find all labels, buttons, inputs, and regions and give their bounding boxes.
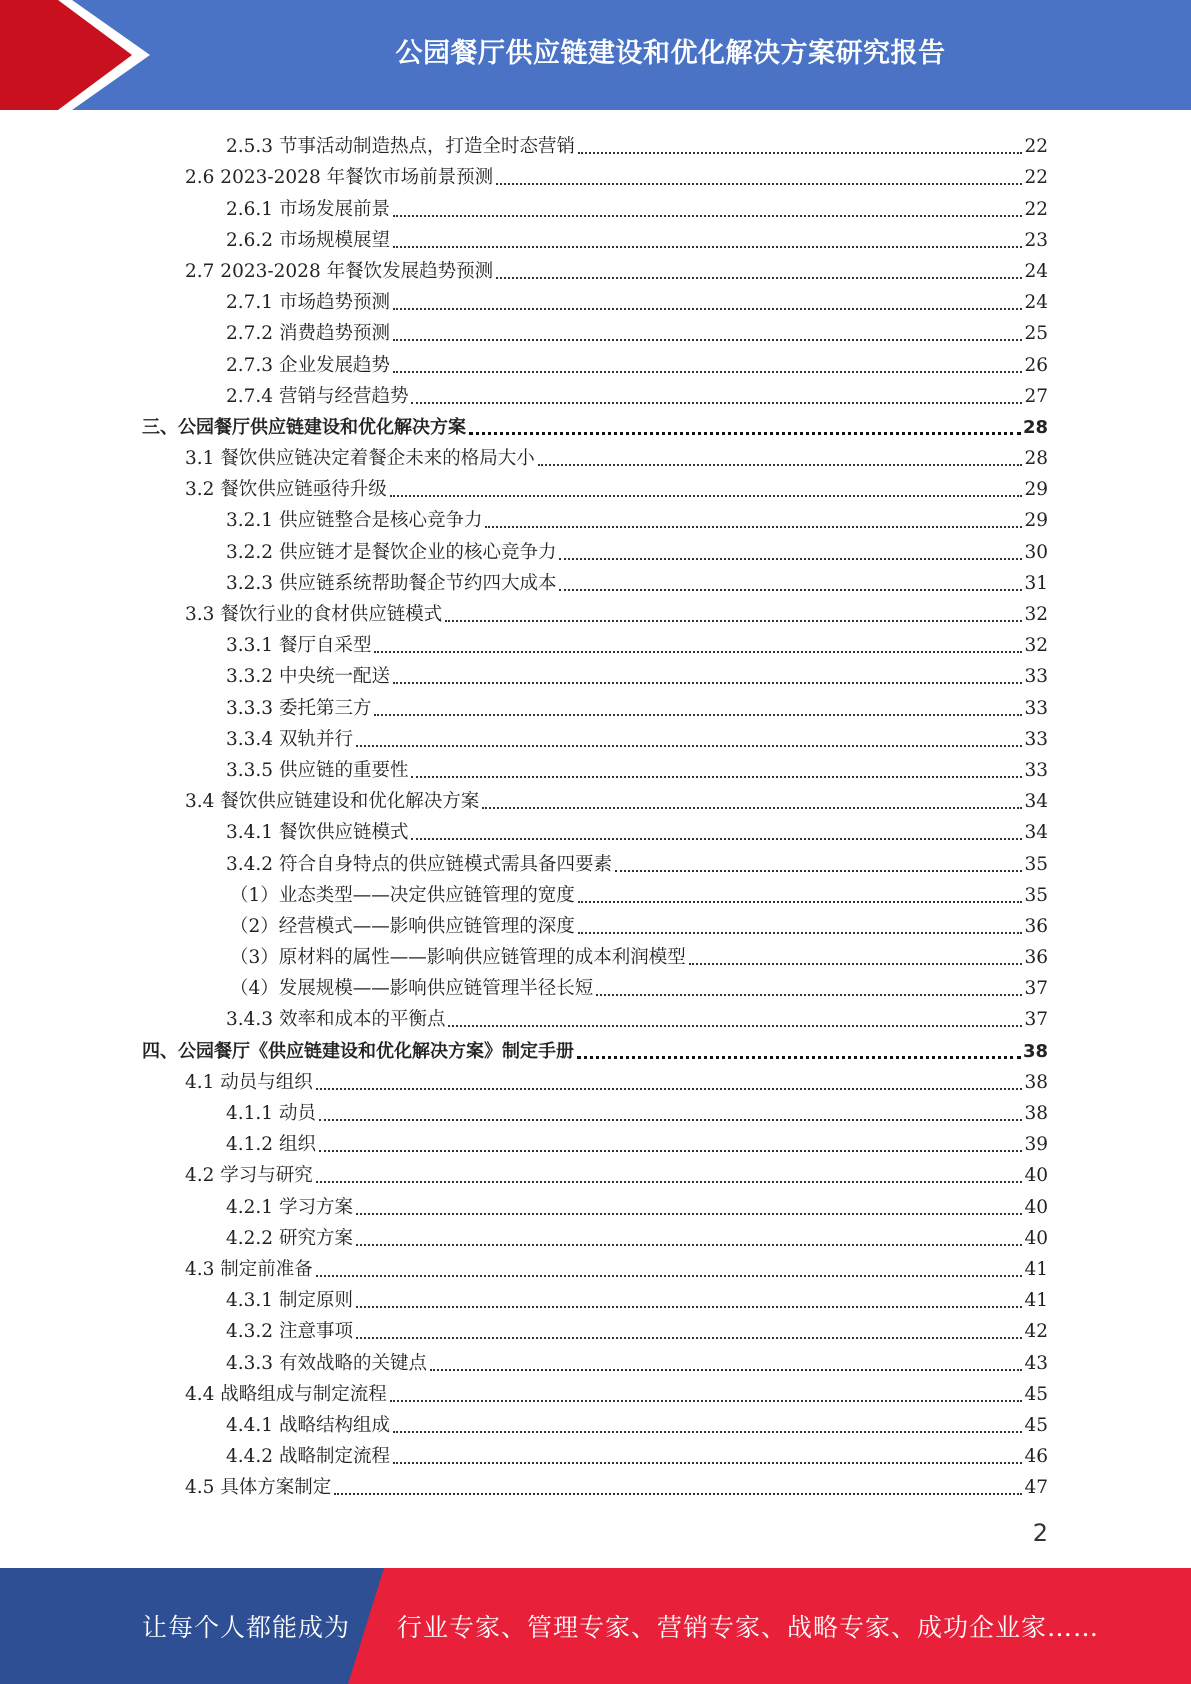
toc-dot-leader bbox=[430, 1369, 1022, 1371]
toc-entry[interactable] bbox=[0, 378, 1191, 409]
toc-entry-page: 40 bbox=[1024, 1227, 1048, 1249]
toc-entry-page: 43 bbox=[1024, 1352, 1048, 1374]
toc-entry[interactable] bbox=[0, 1469, 1191, 1500]
toc-entry-title: 4.4 战略组成与制定流程 bbox=[185, 1383, 387, 1405]
toc-dot-leader bbox=[316, 1181, 1023, 1183]
toc-entry-page: 22 bbox=[1024, 136, 1048, 158]
toc-entry-page: 40 bbox=[1024, 1196, 1048, 1218]
toc-entry-title: 4.1.2 组织 bbox=[226, 1134, 316, 1156]
toc-entry-page: 46 bbox=[1024, 1446, 1048, 1468]
toc-entry[interactable] bbox=[0, 1188, 1191, 1219]
toc-entry[interactable] bbox=[0, 721, 1191, 752]
toc-entry[interactable] bbox=[0, 1126, 1191, 1157]
toc-dot-leader bbox=[469, 432, 1021, 435]
toc-entry-title: 3.3.1 餐厅自采型 bbox=[226, 635, 372, 657]
toc-dot-leader bbox=[411, 838, 1022, 840]
toc-dot-leader bbox=[393, 215, 1022, 217]
toc-dot-leader bbox=[356, 1337, 1023, 1339]
toc-dot-leader bbox=[393, 308, 1022, 310]
toc-dot-leader bbox=[356, 745, 1023, 747]
toc-entry-page: 33 bbox=[1024, 728, 1048, 750]
toc-entry-page: 38 bbox=[1024, 1103, 1048, 1124]
toc-entry-title: 三、公园餐厅供应链建设和优化解决方案 bbox=[142, 416, 466, 438]
toc-entry[interactable] bbox=[0, 1032, 1191, 1063]
toc-entry[interactable] bbox=[0, 689, 1191, 720]
table-of-contents bbox=[0, 128, 1191, 1500]
toc-entry-page: 22 bbox=[1024, 198, 1048, 220]
toc-entry-title: （4）发展规模——影响供应链管理半径长短 bbox=[230, 978, 594, 1000]
toc-entry[interactable] bbox=[0, 1251, 1191, 1282]
toc-entry-title: 2.7.4 营销与经营趋势 bbox=[226, 385, 409, 407]
toc-entry-page: 45 bbox=[1024, 1383, 1048, 1405]
toc-dot-leader bbox=[334, 1493, 1022, 1495]
toc-entry-page: 35 bbox=[1024, 884, 1048, 906]
toc-entry-title: 4.3.2 注意事项 bbox=[226, 1321, 353, 1343]
toc-entry[interactable] bbox=[0, 1064, 1191, 1095]
toc-entry[interactable] bbox=[0, 877, 1191, 908]
toc-dot-leader bbox=[356, 1244, 1023, 1246]
toc-entry-page: 25 bbox=[1024, 323, 1048, 345]
toc-dot-leader bbox=[390, 1400, 1023, 1402]
toc-entry[interactable] bbox=[0, 159, 1191, 190]
toc-entry[interactable] bbox=[0, 502, 1191, 533]
toc-entry-page: 34 bbox=[1024, 822, 1048, 844]
toc-dot-leader bbox=[390, 495, 1023, 497]
toc-entry-title: 3.2 餐饮供应链亟待升级 bbox=[185, 479, 387, 501]
toc-entry-title: 3.4.1 餐饮供应链模式 bbox=[226, 822, 409, 844]
toc-entry-title: 3.3.4 双轨并行 bbox=[226, 728, 353, 750]
footer-slogan-left: 让每个人都能成为 bbox=[142, 1613, 351, 1642]
toc-dot-leader bbox=[393, 371, 1022, 373]
toc-entry-page: 23 bbox=[1024, 229, 1048, 251]
toc-entry-title: 2.7.3 企业发展趋势 bbox=[226, 354, 390, 376]
toc-dot-leader bbox=[482, 807, 1022, 809]
toc-entry[interactable] bbox=[0, 1344, 1191, 1375]
toc-entry[interactable] bbox=[0, 533, 1191, 564]
toc-dot-leader bbox=[393, 682, 1022, 684]
toc-dot-leader bbox=[496, 183, 1022, 185]
toc-dot-leader bbox=[445, 620, 1022, 622]
toc-dot-leader bbox=[496, 277, 1022, 279]
toc-entry[interactable] bbox=[0, 128, 1191, 159]
toc-entry[interactable] bbox=[0, 222, 1191, 253]
toc-dot-leader bbox=[411, 776, 1022, 778]
toc-entry-title: 4.4.1 战略结构组成 bbox=[226, 1414, 390, 1436]
toc-dot-leader bbox=[356, 1306, 1023, 1308]
toc-entry[interactable] bbox=[0, 471, 1191, 502]
toc-dot-leader bbox=[615, 870, 1022, 872]
toc-entry[interactable] bbox=[0, 253, 1191, 284]
toc-entry-page: 30 bbox=[1024, 541, 1048, 563]
toc-entry[interactable] bbox=[0, 814, 1191, 845]
toc-entry[interactable] bbox=[0, 346, 1191, 377]
toc-entry-page: 41 bbox=[1024, 1290, 1048, 1312]
toc-entry[interactable] bbox=[0, 1095, 1191, 1126]
toc-entry-page: 42 bbox=[1024, 1321, 1048, 1343]
toc-dot-leader bbox=[319, 1150, 1023, 1152]
toc-entry-page: 47 bbox=[1024, 1477, 1048, 1499]
toc-entry-title: 2.7.2 消费趋势预测 bbox=[226, 323, 390, 345]
toc-dot-leader bbox=[559, 589, 1022, 591]
page-header bbox=[0, 0, 1191, 110]
toc-entry[interactable] bbox=[0, 565, 1191, 596]
toc-dot-leader bbox=[538, 464, 1023, 466]
toc-entry-page: 28 bbox=[1022, 416, 1048, 438]
toc-entry-title: 3.1 餐饮供应链决定着餐企未来的格局大小 bbox=[185, 448, 535, 470]
toc-entry[interactable] bbox=[0, 596, 1191, 627]
toc-entry-page: 31 bbox=[1024, 572, 1048, 594]
toc-entry-page: 32 bbox=[1024, 635, 1048, 657]
toc-entry[interactable] bbox=[0, 315, 1191, 346]
toc-entry-page: 32 bbox=[1024, 604, 1048, 625]
document-title: 公园餐厅供应链建设和优化解决方案研究报告 bbox=[395, 37, 946, 69]
header-chevron-icon bbox=[0, 0, 160, 110]
toc-dot-leader bbox=[316, 1275, 1023, 1277]
toc-entry-title: 2.6 2023-2028 年餐饮市场前景预测 bbox=[185, 167, 494, 189]
toc-entry-page: 45 bbox=[1024, 1414, 1048, 1436]
toc-entry-title: （1）业态类型——决定供应链管理的宽度 bbox=[230, 884, 575, 906]
toc-entry-page: 33 bbox=[1024, 759, 1048, 781]
toc-dot-leader bbox=[485, 526, 1022, 528]
toc-entry-page: 35 bbox=[1024, 853, 1048, 875]
toc-entry-title: 4.3.3 有效战略的关键点 bbox=[226, 1352, 427, 1374]
toc-dot-leader bbox=[356, 1213, 1023, 1215]
toc-entry[interactable] bbox=[0, 752, 1191, 783]
toc-entry-page: 41 bbox=[1024, 1258, 1048, 1280]
toc-entry[interactable] bbox=[0, 1220, 1191, 1251]
page-number: 2 bbox=[1032, 1519, 1048, 1547]
toc-entry[interactable] bbox=[0, 783, 1191, 814]
toc-dot-leader bbox=[393, 1462, 1022, 1464]
toc-entry-page: 27 bbox=[1024, 385, 1048, 407]
toc-entry[interactable] bbox=[0, 409, 1191, 440]
toc-entry-title: 3.3.2 中央统一配送 bbox=[226, 666, 390, 688]
toc-entry[interactable] bbox=[0, 1282, 1191, 1313]
toc-entry-page: 24 bbox=[1024, 260, 1048, 282]
toc-entry[interactable] bbox=[0, 284, 1191, 315]
toc-entry[interactable] bbox=[0, 908, 1191, 939]
toc-entry-page: 26 bbox=[1024, 354, 1048, 376]
toc-entry-title: 2.6.1 市场发展前景 bbox=[226, 198, 390, 220]
toc-entry-title: 4.3.1 制定原则 bbox=[226, 1290, 353, 1312]
toc-entry-title: 4.2 学习与研究 bbox=[185, 1165, 313, 1187]
toc-dot-leader bbox=[319, 1119, 1023, 1121]
toc-dot-leader bbox=[411, 402, 1022, 404]
toc-entry[interactable] bbox=[0, 1313, 1191, 1344]
toc-entry-title: 3.2.2 供应链才是餐饮企业的核心竞争力 bbox=[226, 541, 557, 563]
toc-entry-page: 28 bbox=[1024, 448, 1048, 470]
toc-entry[interactable] bbox=[0, 658, 1191, 689]
toc-entry-title: 3.2.3 供应链系统帮助餐企节约四大成本 bbox=[226, 572, 557, 594]
toc-entry-page: 38 bbox=[1022, 1040, 1048, 1062]
toc-entry-title: 4.2.2 研究方案 bbox=[226, 1227, 353, 1249]
toc-entry-title: 4.2.1 学习方案 bbox=[226, 1196, 353, 1218]
toc-entry-page: 37 bbox=[1024, 978, 1048, 1000]
toc-entry-title: 4.1.1 动员 bbox=[226, 1103, 316, 1124]
toc-entry-title: （2）经营模式——影响供应链管理的深度 bbox=[230, 915, 575, 937]
toc-entry-title: 3.4 餐饮供应链建设和优化解决方案 bbox=[185, 791, 480, 813]
footer-slogan-right: 行业专家、管理专家、营销专家、战略专家、成功企业家…… bbox=[397, 1613, 1100, 1642]
toc-dot-leader bbox=[448, 1025, 1022, 1027]
toc-dot-leader bbox=[316, 1088, 1023, 1090]
toc-dot-leader bbox=[393, 339, 1022, 341]
toc-entry-page: 38 bbox=[1024, 1071, 1048, 1093]
toc-entry-title: 3.3 餐饮行业的食材供应链模式 bbox=[185, 604, 443, 625]
toc-entry[interactable] bbox=[0, 970, 1191, 1001]
toc-entry-page: 39 bbox=[1024, 1134, 1048, 1156]
toc-entry-page: 24 bbox=[1024, 292, 1048, 314]
toc-entry-title: 4.3 制定前准备 bbox=[185, 1258, 313, 1280]
toc-entry-page: 36 bbox=[1024, 947, 1048, 969]
toc-dot-leader bbox=[578, 901, 1023, 903]
toc-entry-title: 3.4.2 符合自身特点的供应链模式需具备四要素 bbox=[226, 853, 612, 875]
toc-entry-page: 33 bbox=[1024, 666, 1048, 688]
toc-entry-page: 34 bbox=[1024, 791, 1048, 813]
toc-entry-title: 2.7 2023-2028 年餐饮发展趋势预测 bbox=[185, 260, 494, 282]
toc-dot-leader bbox=[393, 1431, 1022, 1433]
toc-entry-title: 2.6.2 市场规模展望 bbox=[226, 229, 390, 251]
toc-entry[interactable] bbox=[0, 845, 1191, 876]
toc-entry[interactable] bbox=[0, 1407, 1191, 1438]
toc-entry-title: 四、公园餐厅《供应链建设和优化解决方案》制定手册 bbox=[142, 1040, 574, 1062]
toc-entry[interactable] bbox=[0, 190, 1191, 221]
toc-entry-page: 40 bbox=[1024, 1165, 1048, 1187]
toc-entry-page: 33 bbox=[1024, 697, 1048, 719]
toc-entry[interactable] bbox=[0, 939, 1191, 970]
toc-dot-leader bbox=[596, 994, 1022, 996]
toc-entry-title: 3.3.5 供应链的重要性 bbox=[226, 759, 409, 781]
toc-entry-title: （3）原材料的属性——影响供应链管理的成本利润模型 bbox=[230, 947, 686, 969]
toc-entry-page: 36 bbox=[1024, 915, 1048, 937]
toc-entry-page: 29 bbox=[1024, 479, 1048, 501]
toc-dot-leader bbox=[689, 963, 1023, 965]
toc-entry[interactable] bbox=[0, 1438, 1191, 1469]
toc-entry-title: 4.1 动员与组织 bbox=[185, 1071, 313, 1093]
toc-entry-page: 22 bbox=[1024, 167, 1048, 189]
toc-entry-title: 4.5 具体方案制定 bbox=[185, 1477, 332, 1499]
toc-entry-title: 3.3.3 委托第三方 bbox=[226, 697, 372, 719]
toc-dot-leader bbox=[374, 651, 1022, 653]
page-footer bbox=[0, 1568, 1191, 1684]
toc-dot-leader bbox=[577, 1056, 1021, 1059]
toc-dot-leader bbox=[578, 932, 1023, 934]
toc-entry[interactable] bbox=[0, 1376, 1191, 1407]
toc-entry[interactable] bbox=[0, 1157, 1191, 1188]
toc-entry-title: 2.7.1 市场趋势预测 bbox=[226, 292, 390, 314]
toc-entry-title: 2.5.3 节事活动制造热点，打造全时态营销 bbox=[226, 136, 575, 158]
toc-dot-leader bbox=[559, 558, 1022, 560]
toc-entry[interactable] bbox=[0, 440, 1191, 471]
toc-entry-title: 3.4.3 效率和成本的平衡点 bbox=[226, 1009, 446, 1031]
toc-entry-page: 37 bbox=[1024, 1009, 1048, 1031]
toc-dot-leader bbox=[578, 152, 1022, 154]
toc-dot-leader bbox=[393, 246, 1022, 248]
toc-entry[interactable] bbox=[0, 627, 1191, 658]
toc-entry[interactable] bbox=[0, 1001, 1191, 1032]
toc-entry-page: 29 bbox=[1024, 510, 1048, 532]
toc-dot-leader bbox=[374, 714, 1022, 716]
toc-entry-title: 4.4.2 战略制定流程 bbox=[226, 1446, 390, 1468]
toc-entry-title: 3.2.1 供应链整合是核心竞争力 bbox=[226, 510, 483, 532]
